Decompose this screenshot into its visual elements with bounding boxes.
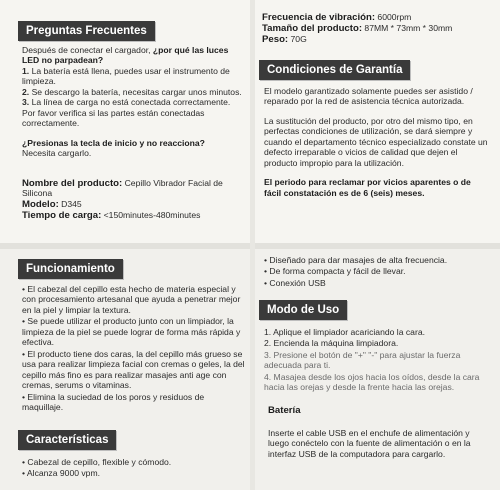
battery-text: Inserte el cable USB en el enchufe de alimentación y luego conéctelo con la fuente de alimentación o en la interfaz USB de la computadora para cargarlo.	[268, 428, 471, 459]
list-item: • Elimina la suciedad de los poros y residuos de maquillaje.	[22, 391, 205, 413]
usage-title: Modo de Uso	[259, 300, 347, 320]
battery-title: Batería	[268, 405, 301, 416]
list-item: • Conexión USB	[264, 277, 326, 288]
faq-body	[22, 45, 244, 159]
warranty-p2: La sustitución del producto, por otro del mismo tipo, en perfectas condiciones de utilización, se dará siempre y cuando el departamento técnico especializado constate un defecto irreparable o vicios de calidad que dejen el producto impropio para la utilización.	[264, 115, 488, 168]
list-item: • De forma compacta y fácil de llevar.	[264, 266, 406, 277]
list-item: 4. Masajea desde los ojos hacia los oídos, desde la cara hacia las orejas y desde la frente hacia las orejas.	[264, 371, 480, 393]
operation-title: Funcionamiento	[18, 259, 123, 279]
list-item: • Alcanza 9000 vpm.	[22, 468, 101, 479]
faq-title: Preguntas Frecuentes	[18, 21, 155, 41]
list-item: • El producto tiene dos caras, la del cepillo más grueso se usa para realizar limpieza facial con cremas o geles, la del cepillo más fino es para realizar masajes anti age con cremas, serums o vitaminas.	[22, 348, 245, 391]
operation-list	[22, 284, 246, 414]
product-weight: Peso: 70G	[262, 34, 307, 46]
product-model: Modelo: D345	[22, 198, 82, 210]
product-charge-time: Tiempo de carga: <150minutes-480minutes	[22, 209, 201, 221]
warranty-body	[264, 86, 490, 204]
list-item: 3. Presione el botón de "+" "-" para ajustar la fuerza adecuada para ti.	[264, 349, 461, 371]
list-item: • El cabezal del cepillo esta hecho de materia especial y con procesamiento artesanal que ayuda a penetrar mejor en la piel y limpiar la textura.	[22, 284, 241, 315]
warranty-p1: El modelo garantizado solamente puedes ser asistido / reparado por la red de asistencia técnica autorizada.	[264, 86, 473, 107]
product-specs	[22, 178, 244, 221]
product-size: Tamaño del producto: 87MM * 73mm * 30mm	[262, 23, 453, 35]
list-item: 1. Aplique el limpiador acariciando la cara.	[264, 327, 425, 337]
faq-question-1: Después de conectar el cargador, ¿por qué las luces LED no parpadean?	[22, 45, 229, 66]
faq-answer-2: Necesita cargarlo.	[22, 148, 92, 159]
list-item: • Diseñado para dar masajes de alta frecuencia.	[264, 255, 448, 265]
list-item: • Cabezal de cepillo, flexible y cómodo.	[22, 457, 172, 467]
list-item: 2. Encienda la máquina limpiadora.	[264, 338, 399, 349]
warranty-p3: El periodo para reclamar por vicios aparentes o de fácil constatación es de 6 (seis) meses.	[264, 177, 471, 198]
warranty-title: Condiciones de Garantía	[259, 60, 410, 80]
product-frequency: Frecuencia de vibración: 6000rpm	[262, 12, 412, 23]
features-list-right	[264, 255, 490, 289]
faq-question-2: ¿Presionas la tecla de inicio y no reacciona?	[22, 137, 205, 148]
product-name: Nombre del producto: Cepillo Vibrador Facial de Silicona	[22, 178, 223, 199]
faq-answer-1: 1. La batería está llena, puedes usar el instrumento de limpieza. 2. Se descargo la batería, necesitas cargar unos minutos. 3. La línea de carga no está conectada correctamente. Por favor verifica si las partes están conectadas correctamente.	[22, 65, 242, 129]
product-specs-2	[262, 12, 496, 45]
usage-steps	[264, 327, 490, 394]
features-title: Características	[18, 430, 116, 450]
features-list-left	[22, 457, 246, 480]
vertical-fold	[250, 0, 255, 490]
list-item: • Se puede utilizar el producto junto con un limpiador, la limpieza de la piel se puede lograr de forma más rápida y efectiva.	[22, 316, 241, 348]
